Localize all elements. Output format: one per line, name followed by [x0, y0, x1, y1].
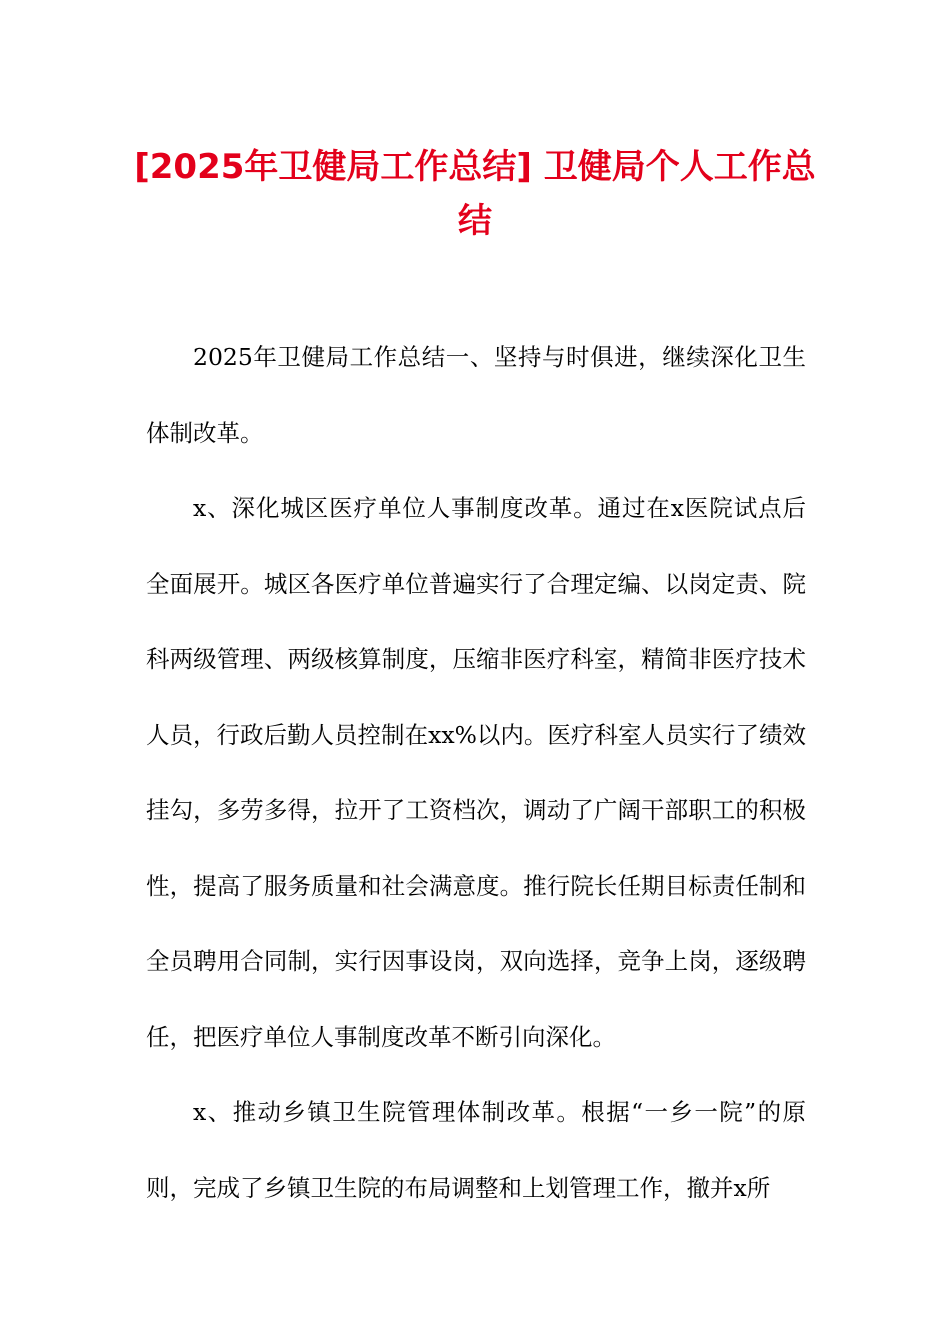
paragraph: x、推动乡镇卫生院管理体制改革。根据“一乡一院”的原则，完成了乡镇卫生院的布局调整和上划管理工作，撤并x所 [146, 1098, 806, 1202]
document-body [146, 320, 806, 1226]
paragraph: 2025年卫健局工作总结一、坚持与时俱进，继续深化卫生体制改革。 [146, 343, 806, 447]
paragraph: x、深化城区医疗单位人事制度改革。通过在x医院试点后全面展开。城区各医疗单位普遍实行了合理定编、以岗定责、院科两级管理、两级核算制度，压缩非医疗科室，精简非医疗技术人员，行政后勤人员控制在xx%以内。医疗科室人员实行了绩效挂勾，多劳多得，拉开了工资档次，调动了广阔干部职工的积极性，提高了服务质量和社会满意度。推行院长任期目标责任制和全员聘用合同制，实行因事设岗，双向选择，竞争上岗，逐级聘任，把医疗单位人事制度改革不断引向深化。 [146, 494, 806, 1051]
document-title: [2025年卫健局工作总结] 卫健局个人工作总结 [134, 147, 816, 241]
